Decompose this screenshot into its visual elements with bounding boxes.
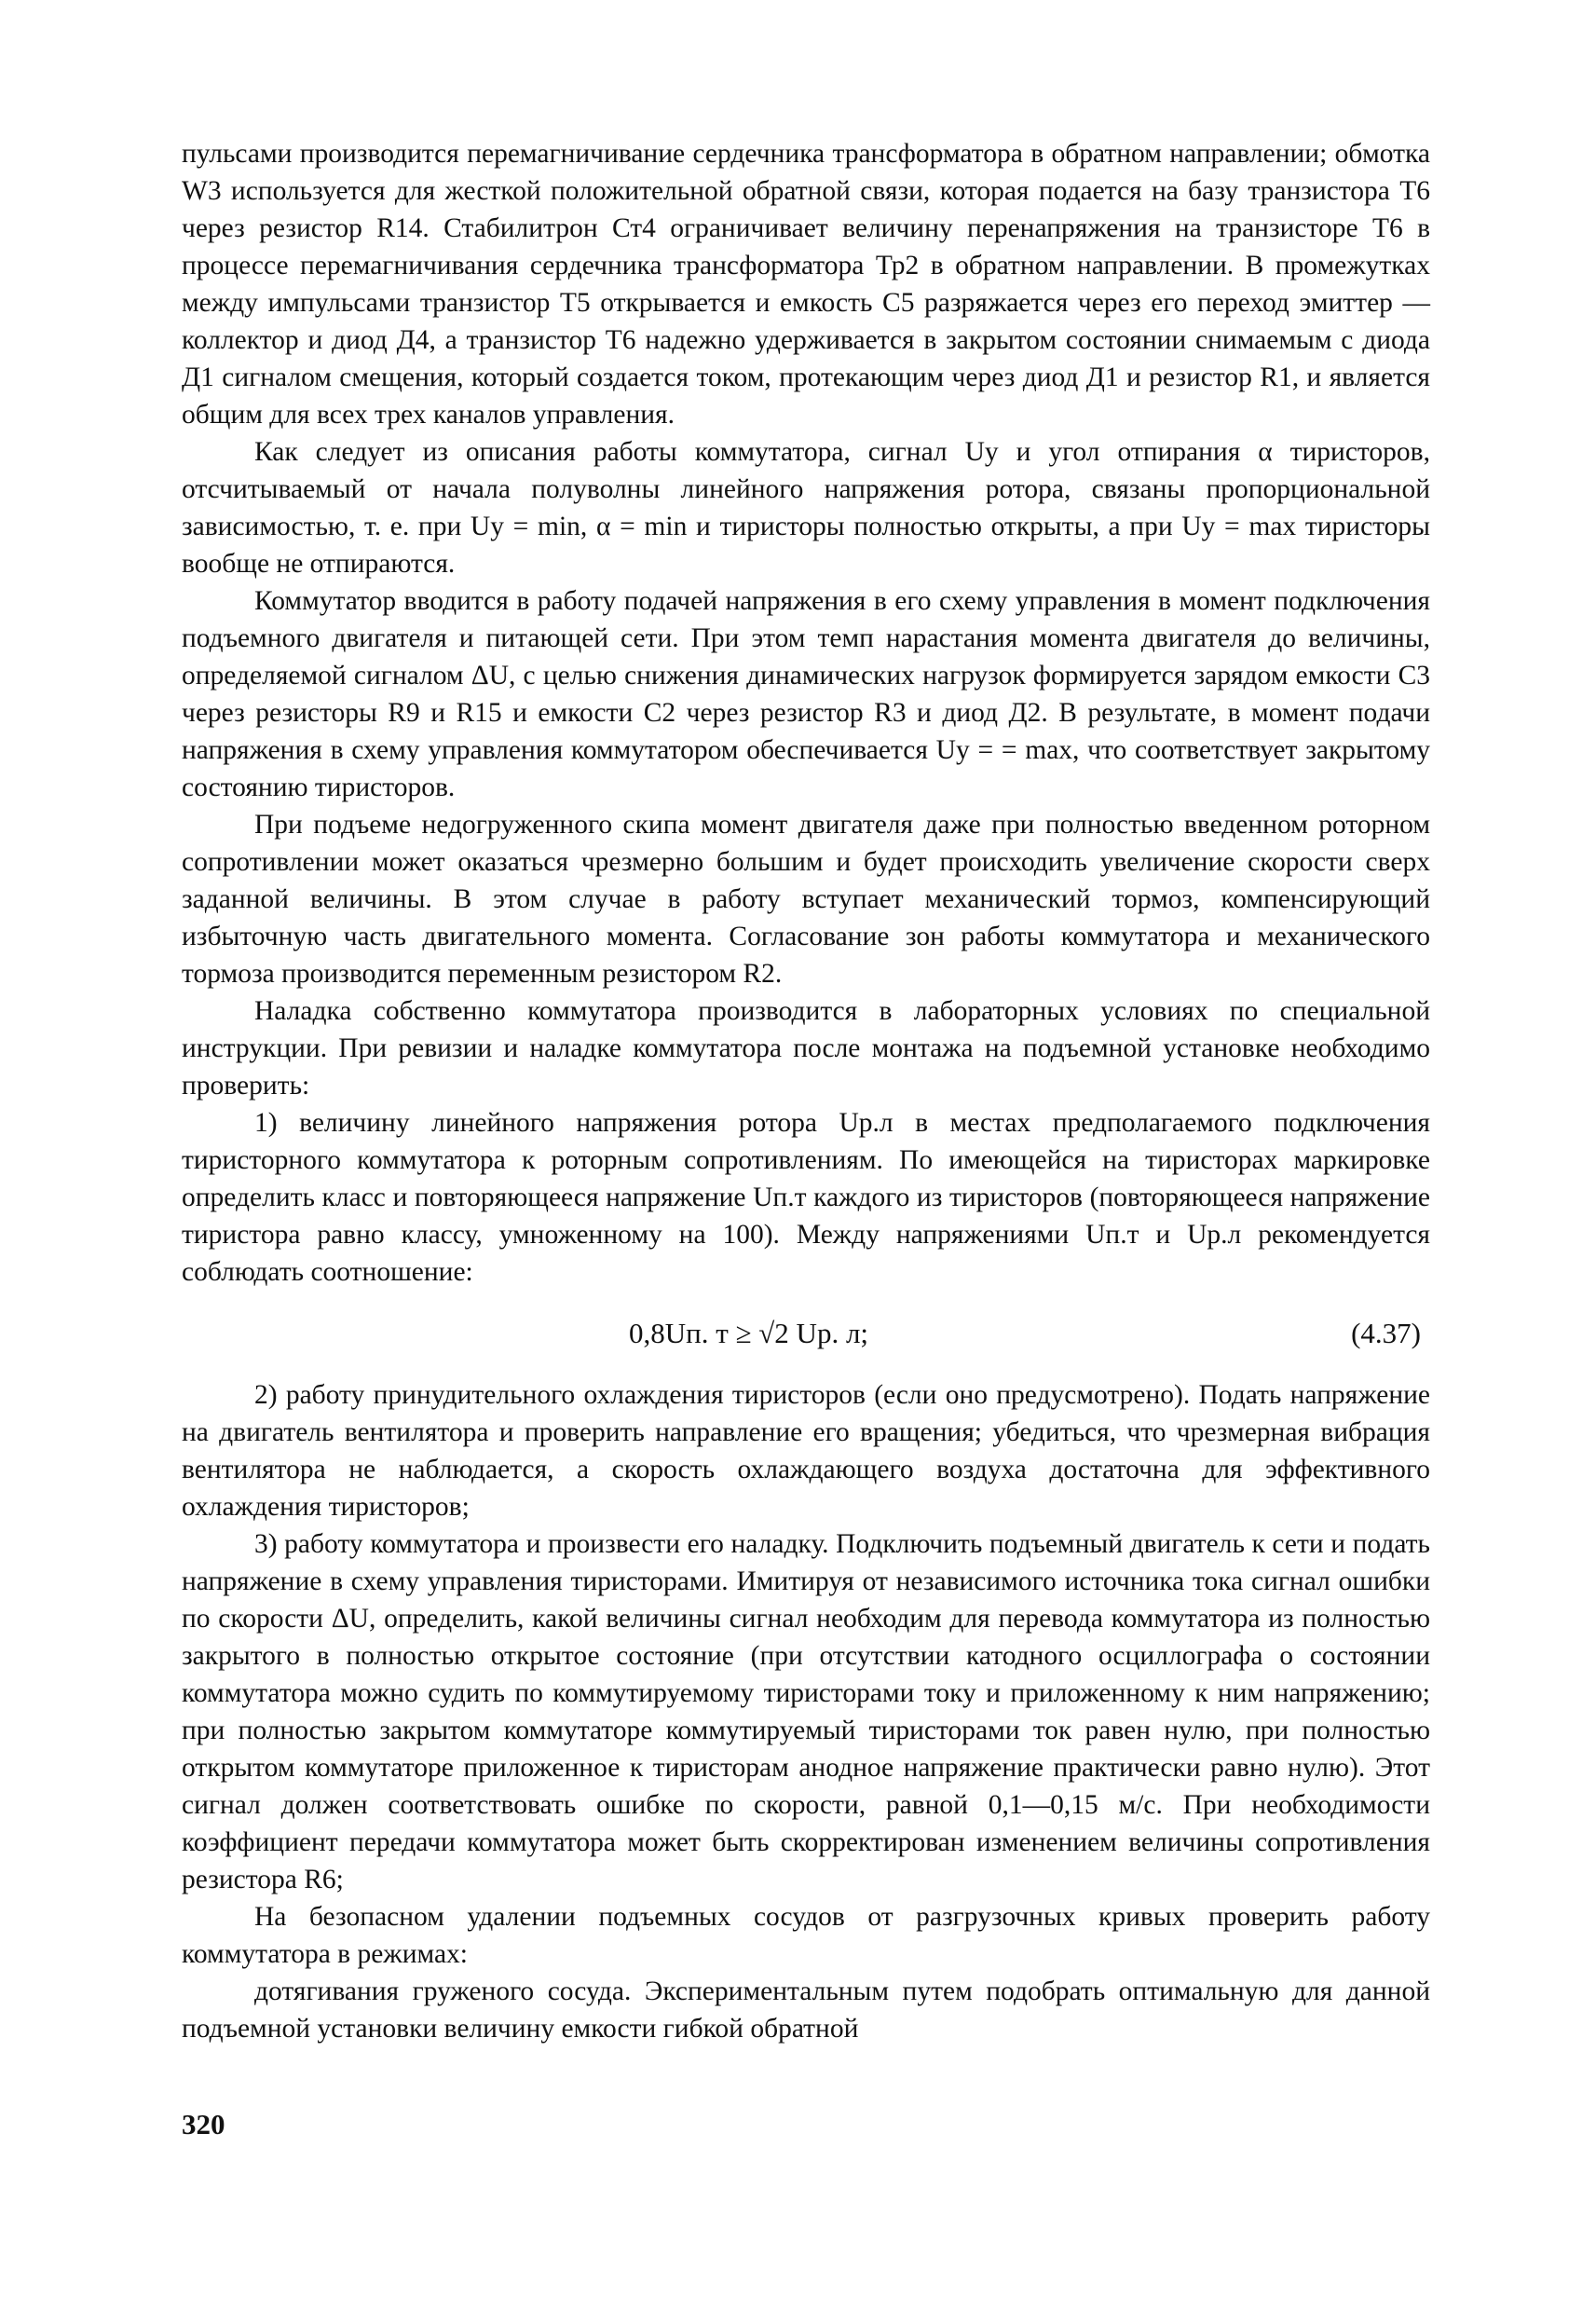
paragraph-6: 1) величину линейного напряжения ротора Uр.л в местах предполагаемого подключения тиристорного коммутатора к роторным сопротивлениям. По имеющейся на тиристорах маркировке определить класс и повторяющееся напряжение Uп.т каждого из тиристоров (повторяющееся напряжение тиристора равно классу, умноженному на 100). Между напряжениями Uп.т и Uр.л рекомендуется соблюдать соотношение: bbox=[182, 1108, 1430, 1287]
page-body bbox=[182, 135, 1430, 2232]
paragraph-9: На безопасном удалении подъемных сосудов от разгрузочных кривых проверить работу коммутатора в режимах: bbox=[182, 1902, 1430, 1969]
paragraph-5: Наладка собственно коммутатора производится в лабораторных условиях по специальной инструкции. При ревизии и наладке коммутатора после монтажа на подъемной установке необходимо проверить: bbox=[182, 996, 1430, 1101]
paragraph-3: Коммутатор вводится в работу подачей напряжения в его схему управления в момент подключения подъемного двигателя и питающей сети. При этом темп нарастания момента двигателя до величины, определяемой сигналом ΔU, с целью снижения динамических нагрузок формируется зарядом емкости С3 через резисторы R9 и R15 и емкости С2 через резистор R3 и диод Д2. В результате, в момент подачи напряжения в схему управления коммутатором обеспечивается Uу = = max, что соответствует закрытому состоянию тиристоров. bbox=[182, 586, 1430, 802]
formula-expression: 0,8Uп. т ≥ √2 Uр. л; bbox=[629, 1317, 869, 1349]
formula-number: (4.37) bbox=[1351, 1317, 1421, 1349]
formula-4-37 bbox=[182, 1296, 1430, 1371]
paragraph-4: При подъеме недогруженного скипа момент двигателя даже при полностью введенном роторном сопротивлении может оказаться чрезмерно большим и будет происходить увеличение скорости сверх заданной величины. В этом случае в работу вступает механический тормоз, компенсирующий избыточную часть двигательного момента. Согласование зон работы коммутатора и механического тормоза производится переменным резистором R2. bbox=[182, 810, 1430, 989]
page-number: 320 bbox=[182, 2108, 225, 2140]
paragraph-2: Как следует из описания работы коммутатора, сигнал Uу и угол отпирания α тиристоров, отсчитываемый от начала полуволны линейного напряжения ротора, связаны пропорциональной зависимостью, т. е. при Uу = min, α = min и тиристоры полностью открыты, а при Uу = max тиристоры вообще не отпираются. bbox=[182, 437, 1430, 579]
paragraph-7: 2) работу принудительного охлаждения тиристоров (если оно предусмотрено). Подать напряжение на двигатель вентилятора и проверить направление его вращения; убедиться, что чрезмерная вибрация вентилятора не наблюдается, а скорость охлаждающего воздуха достаточна для эффективного охлаждения тиристоров; bbox=[182, 1380, 1430, 1522]
paragraph-1: пульсами производится перемагничивание сердечника трансформатора в обратном направлении; обмотка W3 используется для жесткой положительной обратной связи, которая подается на базу транзистора Т6 через резистор R14. Стабилитрон Ст4 ограничивает величину перенапряжения на транзисторе Т6 в процессе перемагничивания сердечника трансформатора Тр2 в обратном направлении. В промежутках между импульсами транзистор Т5 открывается и емкость С5 разряжается через его переход эмиттер — коллектор и диод Д4, а транзистор Т6 надежно удерживается в закрытом состоянии снимаемым с диода Д1 сигналом смещения, который создается током, протекающим через диод Д1 и резистор R1, и является общим для всех трех каналов управления. bbox=[182, 139, 1430, 430]
paragraph-8: 3) работу коммутатора и произвести его наладку. Подключить подъемный двигатель к сети и подать напряжение в схему управления тиристорами. Имитируя от независимого источника тока сигнал ошибки по скорости ΔU, определить, какой величины сигнал необходим для перевода коммутатора из полностью закрытого в полностью открытое состояние (при отсутствии катодного осциллографа о состоянии коммутатора можно судить по коммутируемому тиристорами току и приложенному к ним напряжению; при полностью закрытом коммутаторе коммутируемый тиристорами ток равен нулю, при полностью открытом коммутаторе приложенное к тиристорам анодное напряжение практически равно нулю). Этот сигнал должен соответствовать ошибке по скорости, равной 0,1—0,15 м/с. При необходимости коэффициент передачи коммутатора может быть скорректирован изменением величины сопротивления резистора R6; bbox=[182, 1529, 1430, 1894]
paragraph-10: дотягивания груженого сосуда. Экспериментальным путем подобрать оптимальную для данной подъемной установки величину емкости гибкой обратной bbox=[182, 1976, 1430, 2044]
